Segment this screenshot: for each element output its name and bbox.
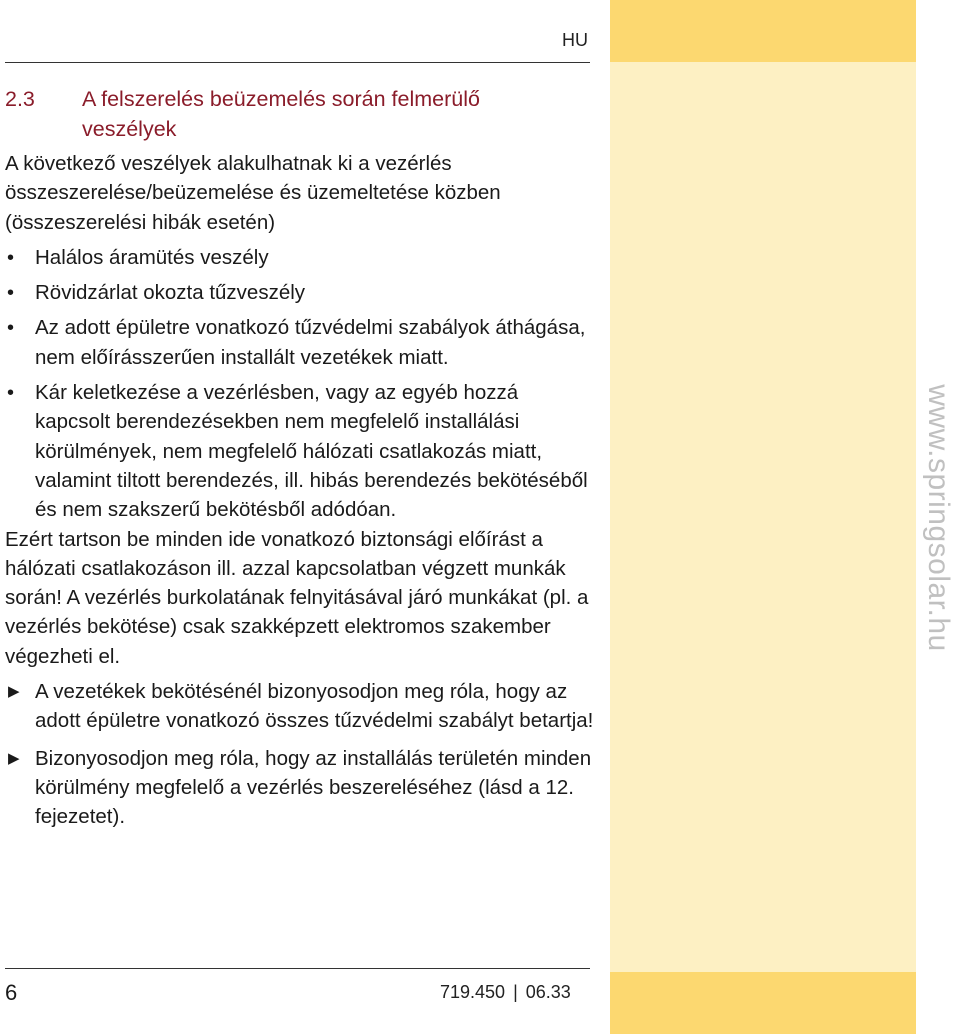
sidebar-top-band (610, 0, 916, 62)
section-number: 2.3 (5, 87, 35, 111)
list-item: • Az adott épületre vonatkozó tűzvédelmi szabályok áthágása, nem előírásszerűen installált vezetékek miatt. (7, 316, 586, 369)
document-reference (440, 982, 571, 1003)
sidebar-panel (610, 62, 916, 972)
triangle-arrow-icon: ▶ (8, 683, 20, 701)
triangle-arrow-icon: ▶ (8, 749, 20, 767)
action-item: ▶ Bizonyosodjon meg róla, hogy az installálás területén minden körülmény megfelelő a vezérlés beszereléséhez (lásd a 12. fejezetet). (8, 746, 592, 829)
separator: | (513, 982, 518, 1002)
watermark: www.springsolar.hu (922, 384, 955, 652)
doc-version: 06.33 (525, 982, 571, 1002)
bullet-dot-icon: • (7, 282, 15, 305)
page-content (5, 84, 605, 840)
sidebar-bottom-band (610, 972, 916, 1034)
footer-rule (5, 968, 590, 969)
intro-paragraph: A következő veszélyek alakulhatnak ki a vezérlés összeszerelése/beüzemelése és üzemeltetése közben (összeszerelési hibák esetén) (5, 152, 501, 234)
action-list (5, 677, 605, 831)
language-code: HU (562, 30, 588, 50)
closing-paragraph: Ezért tartson be minden ide vonatkozó biztonsági előírást a hálózati csatlakozáson ill. azzal kapcsolatban végzett munkák során! A vezérlés burkolatának felnyitásával járó munkákat (pl. a vezérlés bekötése) csak szakképzett elektromos szakember végezheti el. (5, 527, 589, 668)
bullet-dot-icon: • (7, 317, 15, 340)
section-title: A felszerelés beüzemelés során felmerülő veszélyek (82, 87, 480, 141)
page-number: 6 (5, 980, 18, 1005)
list-item: • Rövidzárlat okozta tűzveszély (7, 281, 306, 305)
doc-number: 719.450 (440, 982, 506, 1002)
action-item: ▶ A vezetékek bekötésénél bizonyosodjon meg róla, hogy az adott épületre vonatkozó összes tűzvédelmi szabályt betartja! (8, 680, 594, 733)
hazard-list (5, 243, 605, 525)
list-item: • Halálos áramütés veszély (7, 245, 269, 269)
list-item: • Kár keletkezése a vezérlésben, vagy az egyéb hozzá kapcsolt berendezésekben nem megfelelő installálási körülmények, nem megfelelő hálózati csatlakozás miatt, valamint tiltott berendezés, ill. hibás berendezés bekötéséből és nem szakszerű bekötésből adódóan. (7, 381, 588, 522)
section-heading (5, 84, 605, 144)
header-rule (5, 62, 590, 63)
bullet-dot-icon: • (7, 382, 15, 405)
bullet-dot-icon: • (7, 246, 15, 269)
